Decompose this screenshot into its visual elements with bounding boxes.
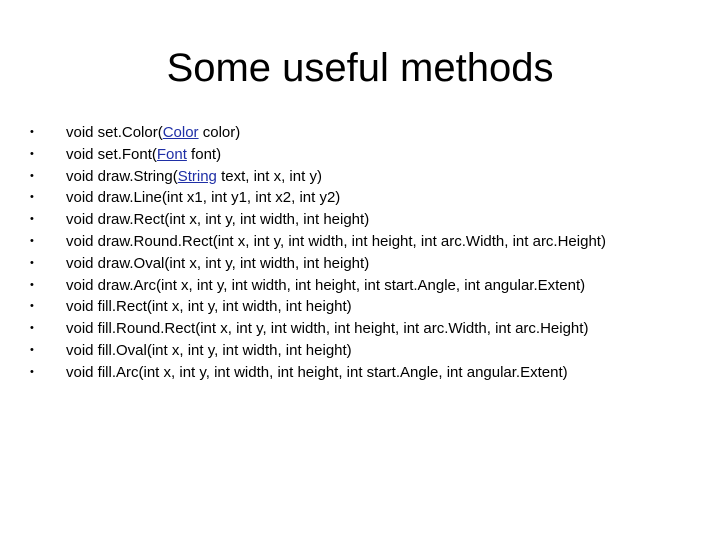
bullet-icon: • [30, 322, 34, 335]
type-link[interactable]: Font [156, 145, 187, 163]
method-item [30, 340, 606, 362]
method-text: void draw.Rect(int x, int y, int width, int height) [66, 211, 370, 229]
method-item [30, 209, 606, 231]
method-text: void fill.Oval(int x, int y, int width, int height) [66, 341, 352, 359]
bullet-icon: • [30, 343, 34, 356]
bullet-icon: • [30, 213, 34, 226]
method-suffix: text, int x, int y) [216, 167, 322, 185]
bullet-icon: • [30, 169, 34, 182]
method-item [30, 187, 606, 209]
method-item [30, 144, 606, 166]
type-link[interactable]: Color [162, 124, 199, 141]
method-item [30, 231, 606, 253]
method-text: void draw.Arc(int x, int y, int width, int height, int start.Angle, int angular.Extent) [66, 276, 586, 294]
slide-title: Some useful methods [166, 46, 554, 90]
type-link[interactable]: String [177, 167, 217, 185]
method-prefix: void set.Font( [66, 145, 157, 163]
bullet-icon: • [30, 300, 34, 313]
bullet-icon: • [30, 126, 34, 138]
bullet-icon: • [30, 365, 34, 378]
method-text: void fill.Round.Rect(int x, int y, int width, int height, int arc.Width, int arc.Height) [66, 320, 589, 338]
method-item [30, 318, 606, 340]
method-suffix: font) [186, 145, 222, 163]
method-item [30, 122, 606, 144]
method-item [30, 166, 606, 188]
method-suffix: color) [198, 124, 241, 141]
method-text: void draw.Oval(int x, int y, int width, int height) [66, 254, 370, 272]
bullet-icon: • [30, 256, 34, 269]
bullet-icon: • [30, 278, 34, 291]
bullet-icon: • [30, 147, 34, 160]
method-text: void fill.Rect(int x, int y, int width, int height) [66, 298, 352, 316]
method-item [30, 275, 606, 297]
method-list [30, 122, 606, 384]
method-item [30, 253, 606, 275]
method-text: void draw.Round.Rect(int x, int y, int width, int height, int arc.Width, int arc.Height) [66, 232, 606, 250]
method-text: void draw.Line(int x1, int y1, int x2, int y2) [66, 189, 341, 207]
bullet-icon: • [30, 234, 34, 247]
bullet-icon: • [30, 191, 34, 204]
method-prefix: void draw.String( [66, 167, 178, 185]
method-item [30, 296, 606, 318]
method-item [30, 362, 606, 384]
method-prefix: void set.Color( [66, 124, 163, 141]
method-text: void fill.Arc(int x, int y, int width, int height, int start.Angle, int angular.Extent) [66, 363, 568, 381]
